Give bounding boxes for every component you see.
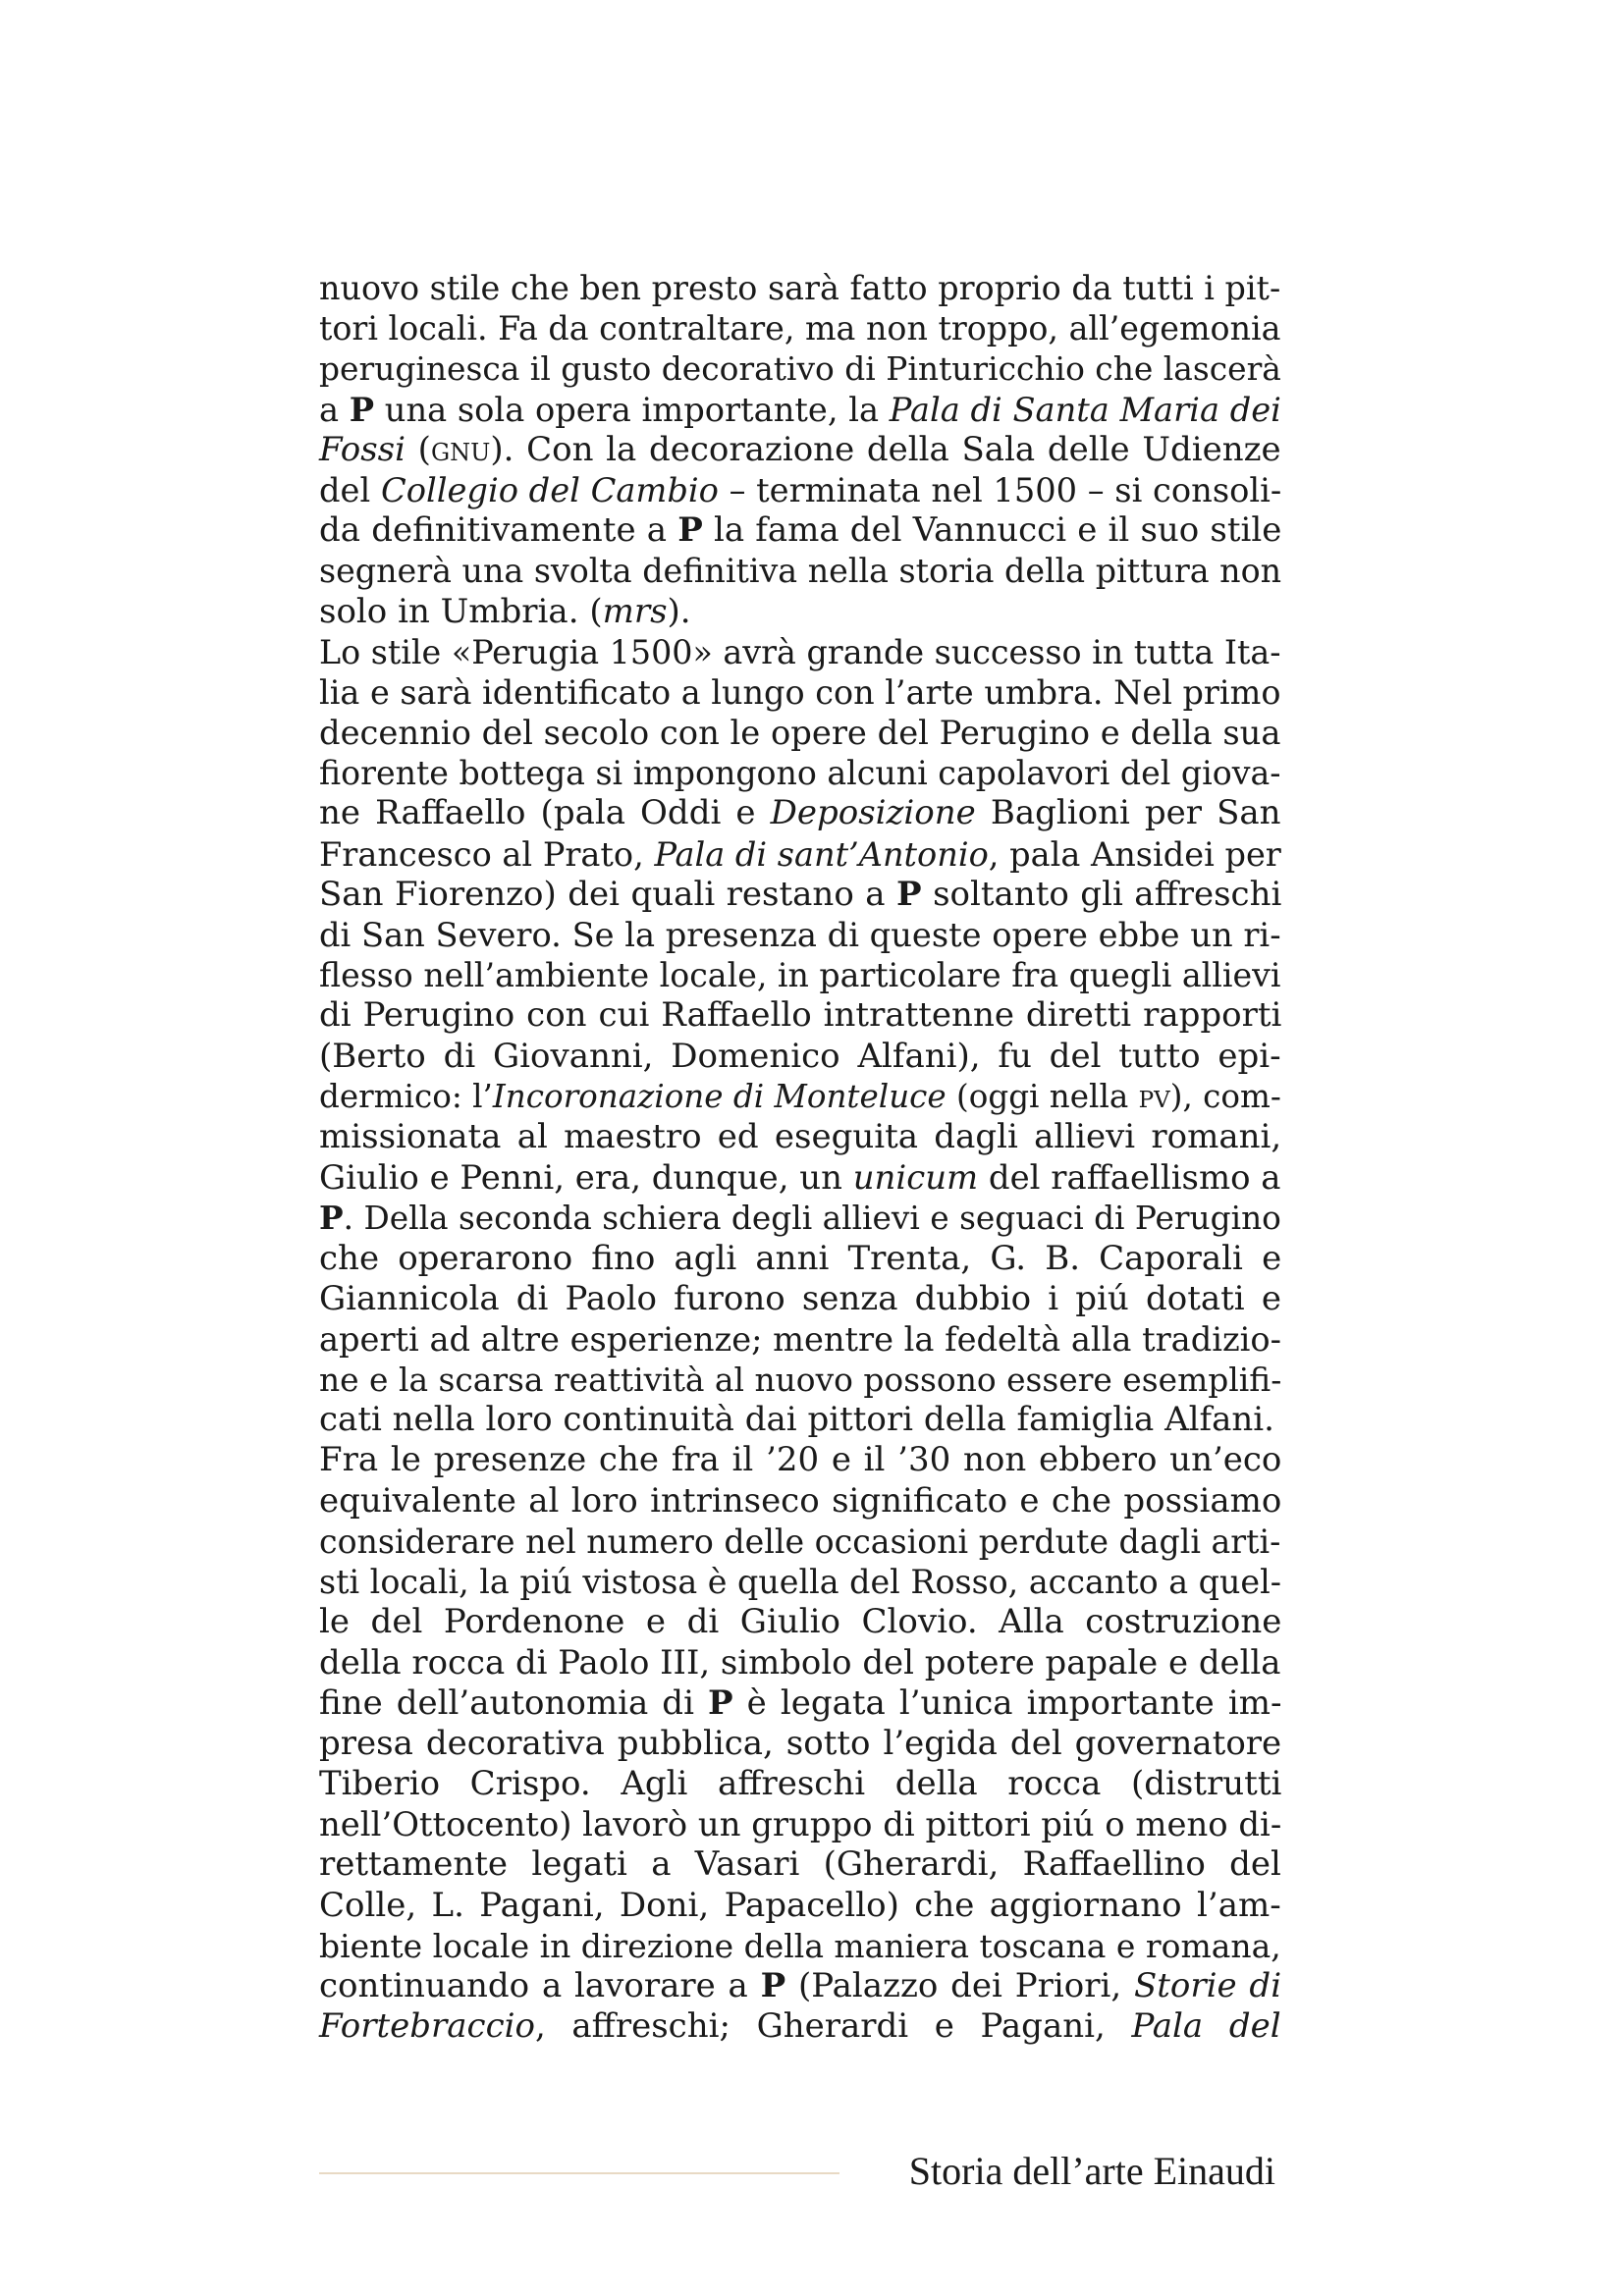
text-line (319, 348, 1281, 389)
text-run: a (319, 390, 350, 429)
text-line (319, 1117, 1281, 1157)
text-line (319, 753, 1281, 793)
text-run: Baglioni per San (975, 793, 1281, 833)
text-run: Lo stile «Perugia 1500» avrà grande successo in tutta Ita- (319, 632, 1281, 671)
text-line (319, 1886, 1281, 1926)
text-line (319, 632, 1281, 672)
text-line (319, 1724, 1281, 1764)
text-line (319, 2006, 1281, 2047)
text-run: sti locali, la piú vistosa è quella del Rosso, accanto a quel- (319, 1563, 1281, 1601)
text-run: mrs (602, 591, 668, 631)
footer-title: Storia dell’arte Einaudi (908, 2149, 1275, 2193)
text-run: presa decorativa pubblica, sotto l’egida del governatore (319, 1723, 1282, 1763)
text-run: Fossi (319, 429, 406, 469)
text-line (319, 875, 1281, 915)
text-run: – terminata nel 1500 – si consoli- (718, 470, 1282, 509)
text-run: P (677, 510, 703, 551)
text-line (319, 1440, 1281, 1480)
text-run: di Perugino con cui Raffaello intrattenne diretti rapporti (319, 995, 1282, 1036)
text-run: nell’Ottocento) lavorò un gruppo di pittori piú o meno di- (319, 1805, 1282, 1844)
text-line (319, 713, 1281, 753)
text-line (319, 1077, 1281, 1117)
text-line (319, 1319, 1281, 1360)
text-run: fine dell’autonomia di (319, 1682, 709, 1723)
text-line (319, 308, 1281, 348)
text-line (319, 1966, 1281, 2006)
text-run: P (319, 1199, 344, 1238)
text-run: Pala del (1131, 2006, 1281, 2047)
text-run: Francesco al Prato, (319, 834, 655, 874)
text-run: Storie di (1133, 1965, 1282, 2005)
footer-rule (319, 2172, 839, 2174)
text-run: Colle, L. Pagani, Doni, Papacello) che aggiornano l’am- (319, 1885, 1281, 1925)
text-line (319, 1844, 1281, 1885)
text-line (319, 1198, 1281, 1238)
text-line (319, 592, 1281, 632)
text-run: una sola opera importante, la (374, 390, 890, 429)
text-run: peruginesca il gusto decorativo di Pinturicchio che lascerà (319, 349, 1281, 389)
text-run: la fama del Vannucci e il suo stile (702, 510, 1282, 551)
text-line (319, 995, 1281, 1036)
text-run: pv (1138, 1077, 1170, 1115)
text-line (319, 672, 1281, 713)
text-run: segnerà una svolta definitiva nella storia della pittura non (319, 552, 1282, 591)
text-line (319, 470, 1281, 510)
text-run: nuovo stile che ben presto sarà fatto proprio da tutti i pit- (319, 269, 1281, 307)
text-run: del (319, 470, 381, 509)
text-run: aperti ad altre esperienze; mentre la fedeltà alla tradizio- (319, 1319, 1282, 1359)
text-run: (oggi nella (946, 1077, 1139, 1115)
text-run: del raffaellismo a (978, 1158, 1281, 1198)
text-run: rettamente legati a Vasari (Gherardi, Raffaellino del (319, 1844, 1281, 1885)
text-run: tori locali. Fa da contraltare, ma non troppo, all’egemonia (319, 309, 1281, 348)
text-line (319, 1400, 1281, 1440)
text-run: P (760, 1965, 786, 2005)
text-line (319, 1804, 1281, 1844)
text-run: ). Con la decorazione della Sala delle Udienze (490, 429, 1281, 469)
text-run: ne Raffaello (pala Oddi e (319, 793, 771, 833)
text-run: Tiberio Crispo. Agli affreschi della rocca (distrutti (319, 1763, 1282, 1803)
text-run: considerare nel numero delle occasioni perdute dagli arti- (319, 1522, 1281, 1561)
text-line (319, 793, 1281, 833)
text-run: equivalente al loro intrinseco significato e che possiamo (319, 1480, 1282, 1521)
text-run: dermico: l’ (319, 1077, 493, 1115)
text-run: le del Pordenone e di Giulio Clovio. Alla costruzione (319, 1602, 1282, 1642)
body-text (319, 268, 1281, 2047)
text-run: gnu (430, 429, 491, 469)
text-line (319, 1037, 1281, 1077)
text-run: decennio del secolo con le opere del Perugino e della sua (319, 714, 1281, 753)
text-line (319, 955, 1281, 995)
text-run: fiorente bottega si impongono alcuni capolavori del giova- (319, 754, 1281, 793)
text-run: biente locale in direzione della maniera toscana e romana, (319, 1926, 1281, 1965)
text-run: che operarono fino agli anni Trenta, G. B. Caporali e (319, 1238, 1282, 1278)
text-run: Collegio del Cambio (380, 470, 719, 509)
text-run: Incoronazione di Monteluce (492, 1077, 947, 1115)
text-run: missionata al maestro ed eseguita dagli allievi romani, (319, 1116, 1282, 1156)
text-line (319, 268, 1281, 308)
text-run: , pala Ansidei per (988, 834, 1281, 874)
text-run: ( (405, 429, 431, 469)
text-line (319, 1926, 1281, 1966)
text-line (319, 1683, 1281, 1724)
text-run: flesso nell’ambiente locale, in particolare fra quegli allievi (319, 956, 1281, 995)
text-line (319, 510, 1281, 551)
text-run: Deposizione (770, 793, 976, 833)
text-run: cati nella loro continuità dai pittori della famiglia Alfani. (319, 1400, 1274, 1440)
text-line (319, 1239, 1281, 1279)
text-run: Giannicola di Paolo furono senza dubbio i piú dotati e (319, 1278, 1281, 1318)
text-run: P (708, 1682, 733, 1723)
text-run: P (349, 389, 375, 429)
text-run: ne e la scarsa reattività al nuovo possono essere esemplifi- (319, 1361, 1282, 1400)
text-line (319, 834, 1281, 875)
text-run: ). (667, 591, 691, 631)
text-line (319, 390, 1281, 430)
text-run: solo in Umbria. ( (319, 591, 603, 631)
text-line (319, 1602, 1281, 1642)
text-run: unicum (852, 1158, 979, 1198)
text-run: Pala di Santa Maria dei (889, 390, 1281, 429)
text-line (319, 1642, 1281, 1682)
text-run: lia e sarà identificato a lungo con l’arte umbra. Nel primo (319, 672, 1281, 712)
text-run: (Berto di Giovanni, Domenico Alfani), fu del tutto epi- (319, 1036, 1281, 1076)
text-line (319, 1279, 1281, 1319)
text-run: di San Severo. Se la presenza di queste opere ebbe un ri- (319, 916, 1281, 954)
text-run: . Della seconda schiera degli allievi e seguaci di Perugino (343, 1200, 1281, 1238)
text-run: , affreschi; Gherardi e Pagani, (534, 2006, 1132, 2047)
text-run: soltanto gli affreschi (921, 874, 1282, 914)
text-line (319, 1522, 1281, 1562)
text-run: della rocca di Paolo III, simbolo del potere papale e della (319, 1643, 1281, 1682)
text-run: San Fiorenzo) dei quali restano a (319, 874, 897, 914)
text-run: continuando a lavorare a (319, 1965, 761, 2005)
text-line (319, 1157, 1281, 1198)
text-run: Pala di sant’Antonio (654, 834, 989, 874)
text-line (319, 551, 1281, 591)
text-run: (Palazzo dei Priori, (785, 1965, 1134, 2005)
text-line (319, 915, 1281, 955)
text-run: Giulio e Penni, era, dunque, un (319, 1158, 853, 1198)
text-line (319, 1764, 1281, 1804)
text-line (319, 1360, 1281, 1400)
text-run: da definitivamente a (319, 510, 678, 551)
text-run: Fortebraccio (319, 2006, 535, 2047)
text-line (319, 1562, 1281, 1602)
text-line (319, 1481, 1281, 1522)
text-run: ), com- (1169, 1077, 1281, 1115)
text-run: è legata l’unica importante im- (732, 1682, 1282, 1723)
text-run: P (896, 874, 922, 914)
text-run: Fra le presenze che fra il ’20 e il ’30 non ebbero un’eco (319, 1440, 1282, 1480)
text-line (319, 430, 1281, 470)
